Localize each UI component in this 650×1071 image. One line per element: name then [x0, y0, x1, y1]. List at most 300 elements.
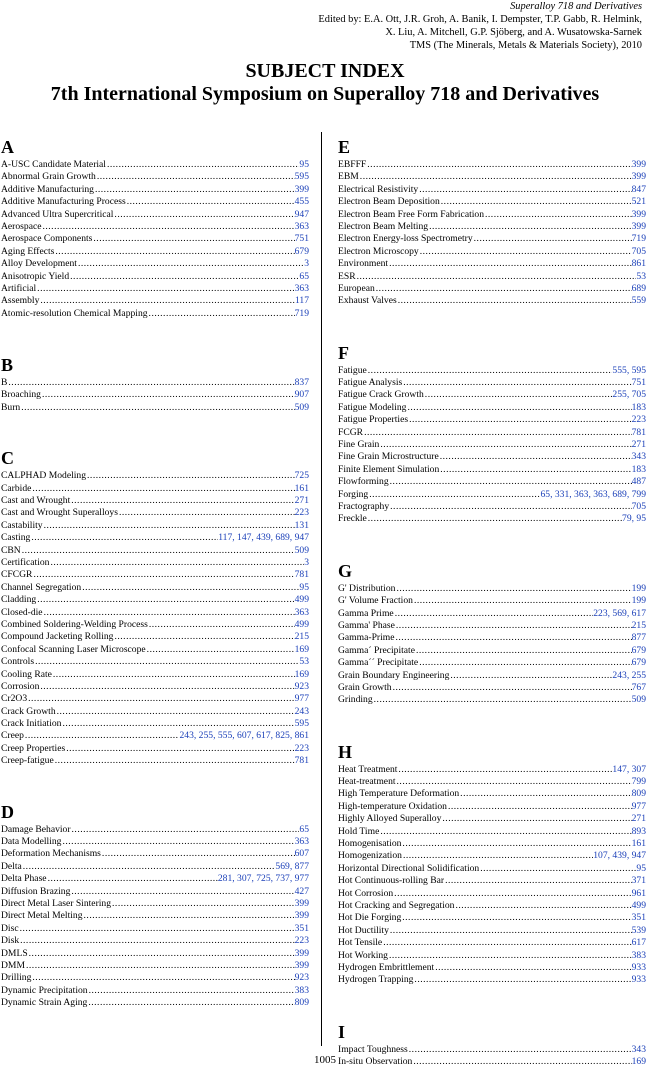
entry-page-links[interactable]: 893	[631, 825, 646, 837]
entry-page-links[interactable]: 363	[294, 606, 309, 618]
running-header	[318, 0, 642, 52]
entry-page-links[interactable]: 169	[294, 643, 309, 655]
entry-page-links[interactable]: 977	[294, 693, 309, 705]
index-entry	[338, 776, 646, 788]
entry-term: Additive Manufacturing	[1, 183, 94, 195]
entry-page-links[interactable]: 183	[631, 463, 646, 475]
leader-dots	[455, 900, 631, 912]
entry-term: Hot Tensile	[338, 937, 383, 949]
index-entry	[338, 365, 646, 377]
index-entry	[1, 836, 309, 848]
section-letter: C	[1, 448, 14, 469]
entry-term: Combined Soldering-Welding Process	[1, 618, 148, 630]
entry-term: Channel Segregation	[1, 581, 82, 593]
entry-page-links[interactable]: 933	[631, 961, 646, 973]
index-entry	[338, 501, 646, 513]
index-entry	[1, 258, 309, 270]
entry-term: Fine Grain Microstructure	[338, 451, 439, 463]
entry-page-links[interactable]: 907	[294, 389, 309, 401]
leader-dots	[480, 863, 636, 875]
index-entry	[338, 813, 646, 825]
entry-page-links[interactable]: 351	[294, 922, 309, 934]
entry-page-links[interactable]: 399	[631, 208, 646, 220]
entry-term: Cr2O3	[1, 693, 28, 705]
index-entry	[338, 221, 646, 233]
index-entry	[338, 258, 646, 270]
leader-dots	[402, 912, 631, 924]
index-entry	[338, 620, 646, 632]
index-entry	[1, 295, 309, 307]
leader-dots	[445, 875, 632, 887]
entry-page-links[interactable]: 161	[631, 838, 646, 850]
entry-page-links[interactable]: 923	[294, 680, 309, 692]
index-entry	[338, 875, 646, 887]
entry-term: Homogenisation	[338, 838, 402, 850]
entry-page-links[interactable]: 79, 95	[622, 513, 646, 525]
entry-term: Closed-die	[1, 606, 43, 618]
index-entry	[338, 451, 646, 463]
entry-page-links[interactable]: 399	[294, 947, 309, 959]
entry-page-links[interactable]: 147, 307	[612, 763, 646, 775]
leader-dots	[403, 850, 593, 862]
section-letter: E	[338, 137, 351, 157]
entry-term: FCGR	[338, 426, 364, 438]
section-letter: A	[1, 137, 14, 157]
entry-page-links[interactable]: 399	[294, 897, 309, 909]
section-letter: D	[1, 801, 14, 822]
index-section-e	[338, 136, 646, 308]
entry-term: Forging	[338, 488, 369, 500]
entry-term: Broaching	[1, 389, 41, 401]
leader-dots	[368, 365, 613, 377]
section-letter: F	[338, 342, 349, 363]
section-letter: I	[338, 1021, 346, 1042]
entry-page-links[interactable]: 725	[294, 470, 309, 482]
entry-page-links[interactable]: 271	[631, 813, 646, 825]
leader-dots	[364, 427, 632, 439]
index-entry	[1, 377, 309, 389]
leader-dots	[369, 489, 540, 501]
entry-term: Fatigue Crack Growth	[338, 389, 424, 401]
entry-page-links[interactable]: 679	[294, 245, 309, 257]
index-entry	[338, 184, 646, 196]
entry-page-links[interactable]: 499	[631, 899, 646, 911]
entry-page-links[interactable]: 689	[631, 282, 646, 294]
index-section-b	[1, 354, 309, 414]
index-entry	[1, 184, 309, 196]
index-entry	[338, 295, 646, 307]
entry-page-links[interactable]: 399	[631, 159, 646, 170]
index-entry	[338, 950, 646, 962]
entry-page-links[interactable]: 499	[294, 618, 309, 630]
leader-dots	[398, 295, 632, 307]
entry-term: B	[1, 377, 8, 389]
entry-term: Homogenization	[338, 850, 402, 862]
index-entry	[338, 464, 646, 476]
index-entry	[1, 910, 309, 922]
entry-page-links[interactable]: 781	[294, 569, 309, 581]
entry-page-links[interactable]: 455	[294, 196, 309, 208]
entry-term: Creep Properties	[1, 742, 66, 754]
entry-page-links[interactable]: 183	[631, 401, 646, 413]
entry-page-links[interactable]: 751	[631, 377, 646, 389]
leader-dots	[55, 755, 295, 767]
entry-page-links[interactable]: 399	[294, 910, 309, 922]
index-entry	[1, 873, 309, 885]
leader-dots	[97, 171, 295, 183]
leader-dots	[44, 520, 295, 532]
leader-dots	[394, 888, 631, 900]
leader-dots	[23, 861, 276, 873]
index-entry	[1, 669, 309, 681]
entry-page-links[interactable]: 343	[631, 1043, 646, 1055]
index-entry	[338, 171, 646, 183]
index-entry	[338, 414, 646, 426]
entry-page-links[interactable]: 223	[294, 935, 309, 947]
entry-term: EBFFF	[338, 159, 367, 170]
entry-page-links[interactable]: 3	[304, 258, 309, 270]
entry-page-links[interactable]: 539	[631, 924, 646, 936]
entry-page-links[interactable]: 705	[631, 500, 646, 512]
leader-dots	[55, 246, 294, 258]
entry-page-links[interactable]: 499	[294, 594, 309, 606]
entry-page-links[interactable]: 487	[631, 476, 646, 488]
index-entry	[338, 283, 646, 295]
entry-page-links[interactable]: 95	[299, 581, 309, 593]
entry-term: Impact Toughness	[338, 1043, 408, 1055]
index-entry	[338, 682, 646, 694]
entry-page-links[interactable]: 509	[294, 544, 309, 556]
entry-page-links[interactable]: 837	[294, 377, 309, 389]
entry-page-links[interactable]: 223	[294, 742, 309, 754]
entry-page-links[interactable]: 351	[631, 912, 646, 924]
entry-term: Compound Jacketing Rolling	[1, 631, 114, 643]
index-entry	[1, 861, 309, 873]
index-entry	[338, 912, 646, 924]
entry-page-links[interactable]: 215	[294, 631, 309, 643]
entry-page-links[interactable]: 719	[294, 307, 309, 319]
leader-dots	[78, 258, 304, 270]
index-entry	[338, 489, 646, 501]
entry-page-links[interactable]: 923	[294, 972, 309, 984]
entry-page-links[interactable]: 977	[631, 800, 646, 812]
index-entry	[338, 764, 646, 776]
entry-page-links[interactable]: 281, 307, 725, 737, 977	[217, 873, 309, 885]
leader-dots	[44, 607, 295, 619]
entry-page-links[interactable]: 509	[294, 401, 309, 413]
leader-dots	[57, 706, 295, 718]
entry-term: CALPHAD Modeling	[1, 470, 87, 482]
entry-page-links[interactable]: 607	[294, 848, 309, 860]
leader-dots	[62, 718, 294, 730]
entry-page-links[interactable]: 343	[631, 451, 646, 463]
index-entry	[1, 824, 309, 836]
entry-term: Assembly	[1, 295, 40, 307]
entry-page-links[interactable]: 223	[294, 507, 309, 519]
entry-page-links[interactable]: 117	[294, 295, 309, 307]
entry-term: DMM	[1, 959, 25, 971]
index-entry	[1, 171, 309, 183]
editors-line-1: Edited by: E.A. Ott, J.R. Groh, A. Banik, I. Dempster, T.P. Gabb, R. Helmink,	[318, 14, 642, 25]
entry-term: Cast and Wrought	[1, 495, 71, 507]
entry-page-links[interactable]: 399	[631, 171, 646, 183]
entry-page-links[interactable]: 371	[631, 875, 646, 887]
entry-page-links[interactable]: 271	[631, 439, 646, 451]
index-entry	[338, 233, 646, 245]
entry-page-links[interactable]: 199	[631, 582, 646, 594]
index-entry	[338, 583, 646, 595]
entry-page-links[interactable]: 363	[294, 836, 309, 848]
leader-dots	[474, 233, 632, 245]
entry-term: High Temperature Deformation	[338, 788, 460, 800]
index-entry	[338, 826, 646, 838]
leader-dots	[25, 730, 180, 742]
index-entry	[1, 848, 309, 860]
entry-term: Freckle	[338, 513, 367, 525]
entry-term: A-USC Candidate Material	[1, 159, 106, 170]
index-entry	[1, 886, 309, 898]
entry-page-links[interactable]: 95	[636, 862, 646, 874]
leader-dots	[397, 776, 632, 788]
entry-page-links[interactable]: 383	[631, 949, 646, 961]
entry-page-links[interactable]: 877	[631, 632, 646, 644]
leader-dots	[32, 972, 294, 984]
entry-page-links[interactable]: 161	[294, 482, 309, 494]
entry-page-links[interactable]: 509	[631, 694, 646, 706]
entry-page-links[interactable]: 933	[631, 974, 646, 986]
leader-dots	[70, 271, 299, 283]
leader-dots	[440, 464, 631, 476]
entry-page-links[interactable]: 65, 331, 363, 363, 689, 799	[540, 488, 646, 500]
index-section-d	[1, 801, 309, 1010]
leader-dots	[31, 532, 218, 544]
entry-page-links[interactable]: 223, 569, 617	[593, 607, 646, 619]
entry-term: Highly Alloyed Superalloy	[338, 813, 442, 825]
index-entry	[1, 520, 309, 532]
leader-dots	[390, 476, 632, 488]
page-title: SUBJECT INDEX	[245, 60, 405, 82]
leader-dots	[72, 824, 300, 836]
entry-page-links[interactable]: 947	[294, 208, 309, 220]
index-entry	[338, 427, 646, 439]
entry-page-links[interactable]: 53	[636, 270, 646, 282]
entry-page-links[interactable]: 809	[631, 788, 646, 800]
entry-page-links[interactable]: 595	[294, 171, 309, 183]
entry-page-links[interactable]: 215	[631, 619, 646, 631]
entry-term: High-temperature Oxidation	[338, 800, 447, 812]
leader-dots	[22, 545, 295, 557]
entry-term: Drilling	[1, 972, 32, 984]
leader-dots	[20, 935, 294, 947]
leader-dots	[383, 937, 631, 949]
entry-term: Grain Boundary Engineering	[338, 669, 450, 681]
entry-page-links[interactable]: 719	[631, 233, 646, 245]
section-letter: G	[338, 560, 353, 581]
index-entry	[1, 644, 309, 656]
entry-page-links[interactable]: 569, 877	[275, 860, 309, 872]
index-entry	[338, 925, 646, 937]
index-entry	[1, 706, 309, 718]
leader-dots	[42, 221, 294, 233]
entry-page-links[interactable]: 559	[631, 295, 646, 307]
entry-page-links[interactable]: 399	[631, 220, 646, 232]
leader-dots	[147, 644, 295, 656]
entry-term: In-situ Observation	[338, 1056, 413, 1068]
entry-term: Castability	[1, 519, 43, 531]
book-title: Superalloy 718 and Derivatives	[510, 1, 642, 12]
index-entry	[1, 693, 309, 705]
index-entry	[338, 645, 646, 657]
index-entry	[338, 608, 646, 620]
entry-page-links[interactable]: 255, 705	[612, 389, 646, 401]
entry-page-links[interactable]: 95	[299, 159, 309, 170]
entry-page-links[interactable]: 65	[299, 823, 309, 835]
entry-term: ESR	[338, 270, 356, 282]
leader-dots	[42, 389, 295, 401]
entry-page-links[interactable]: 131	[294, 519, 309, 531]
entry-page-links[interactable]: 767	[631, 681, 646, 693]
entry-page-links[interactable]: 679	[631, 657, 646, 669]
index-section-h	[338, 741, 646, 987]
entry-page-links[interactable]: 781	[631, 426, 646, 438]
entry-page-links[interactable]: 271	[294, 495, 309, 507]
leader-dots	[82, 582, 299, 594]
index-section-a	[1, 136, 309, 320]
entry-page-links[interactable]: 223	[631, 414, 646, 426]
entry-term: Hot Working	[338, 949, 388, 961]
entry-page-links[interactable]: 399	[294, 183, 309, 195]
entry-page-links[interactable]: 751	[294, 233, 309, 245]
entry-term: Fatigue Analysis	[338, 377, 403, 389]
entry-term: Hot Corrosion	[338, 887, 394, 899]
entry-page-links[interactable]: 399	[294, 959, 309, 971]
index-entry	[338, 632, 646, 644]
index-entry	[1, 532, 309, 544]
leader-dots	[114, 631, 294, 643]
leader-dots	[107, 159, 299, 171]
index-entry	[338, 694, 646, 706]
entry-page-links[interactable]: 555, 595	[612, 364, 646, 376]
entry-page-links[interactable]: 781	[294, 755, 309, 767]
leader-dots	[88, 997, 294, 1009]
entry-page-links[interactable]: 199	[631, 595, 646, 607]
entry-page-links[interactable]: 861	[631, 258, 646, 270]
entry-term: Hot Ductility	[338, 924, 389, 936]
index-entry	[1, 209, 309, 221]
entry-page-links[interactable]: 363	[294, 220, 309, 232]
index-entry	[1, 271, 309, 283]
leader-dots	[48, 873, 218, 885]
entry-page-links[interactable]: 107, 439, 947	[593, 850, 646, 862]
entry-term: Hot Cracking and Segregation	[338, 899, 455, 911]
entry-page-links[interactable]: 363	[294, 282, 309, 294]
entry-page-links[interactable]: 243, 255	[612, 669, 646, 681]
leader-dots	[420, 246, 632, 258]
entry-page-links[interactable]: 961	[631, 887, 646, 899]
entry-term: Direct Metal Melting	[1, 910, 83, 922]
entry-term: Aerospace	[1, 220, 42, 232]
entry-page-links[interactable]: 679	[631, 644, 646, 656]
leader-dots	[112, 898, 295, 910]
leader-dots	[440, 451, 632, 463]
entry-term: Hydrogen Trapping	[338, 974, 414, 986]
entry-page-links[interactable]: 427	[294, 885, 309, 897]
entry-page-links[interactable]: 521	[631, 196, 646, 208]
index-entry	[338, 389, 646, 401]
entry-page-links[interactable]: 809	[294, 997, 309, 1009]
entry-page-links[interactable]: 799	[631, 776, 646, 788]
index-entry	[1, 743, 309, 755]
leader-dots	[448, 801, 632, 813]
leader-dots	[416, 645, 632, 657]
entry-page-links[interactable]: 705	[631, 245, 646, 257]
leader-dots	[402, 838, 631, 850]
entry-term: Atomic-resolution Chemical Mapping	[1, 307, 148, 319]
entry-page-links[interactable]: 53	[299, 656, 309, 668]
index-entry	[338, 377, 646, 389]
leader-dots	[460, 788, 631, 800]
index-entry	[1, 545, 309, 557]
index-entry	[1, 569, 309, 581]
entry-term: Deformation Mechanisms	[1, 848, 101, 860]
entry-term: DMLS	[1, 947, 28, 959]
entry-term: Carbide	[1, 482, 32, 494]
entry-page-links[interactable]: 169	[294, 668, 309, 680]
index-entry	[1, 997, 309, 1009]
entry-page-links[interactable]: 617	[631, 937, 646, 949]
leader-dots	[93, 233, 294, 245]
entry-page-links[interactable]: 169	[631, 1056, 646, 1068]
leader-dots	[367, 159, 631, 171]
index-entry	[1, 972, 309, 984]
entry-page-links[interactable]: 847	[631, 183, 646, 195]
entry-term: Artificial	[1, 282, 37, 294]
index-section-f	[338, 342, 646, 526]
entry-term: Cast and Wrought Superalloys	[1, 507, 118, 519]
index-entry	[338, 439, 646, 451]
entry-page-links[interactable]: 117, 147, 439, 689, 947	[218, 532, 309, 544]
leader-dots	[102, 848, 295, 860]
leader-dots	[398, 764, 612, 776]
leader-dots	[149, 619, 295, 631]
entry-page-links[interactable]: 65	[299, 270, 309, 282]
leader-dots	[20, 923, 295, 935]
index-entry	[1, 960, 309, 972]
entry-term: Fatigue Modeling	[338, 401, 407, 413]
leader-dots	[390, 501, 631, 513]
index-entry	[338, 801, 646, 813]
entry-page-links[interactable]: 3	[304, 556, 309, 568]
entry-term: Finite Element Simulation	[338, 463, 440, 475]
entry-page-links[interactable]: 243, 255, 555, 607, 617, 825, 861	[179, 730, 309, 742]
index-entry	[338, 246, 646, 258]
entry-term: Direct Metal Laser Sintering	[1, 897, 112, 909]
entry-page-links[interactable]: 243	[294, 705, 309, 717]
leader-dots	[409, 414, 632, 426]
entry-term: Disc	[1, 922, 19, 934]
leader-dots	[32, 483, 294, 495]
index-entry	[1, 308, 309, 320]
entry-term: Gamma´ Precipitate	[338, 644, 415, 656]
entry-term: G' Volume Fraction	[338, 595, 413, 607]
entry-page-links[interactable]: 595	[294, 718, 309, 730]
entry-term: Heat-treatment	[338, 776, 396, 788]
index-entry	[338, 159, 646, 171]
index-entry	[338, 209, 646, 221]
entry-term: Cooling Rate	[1, 668, 52, 680]
entry-page-links[interactable]: 383	[294, 984, 309, 996]
leader-dots	[50, 557, 304, 569]
